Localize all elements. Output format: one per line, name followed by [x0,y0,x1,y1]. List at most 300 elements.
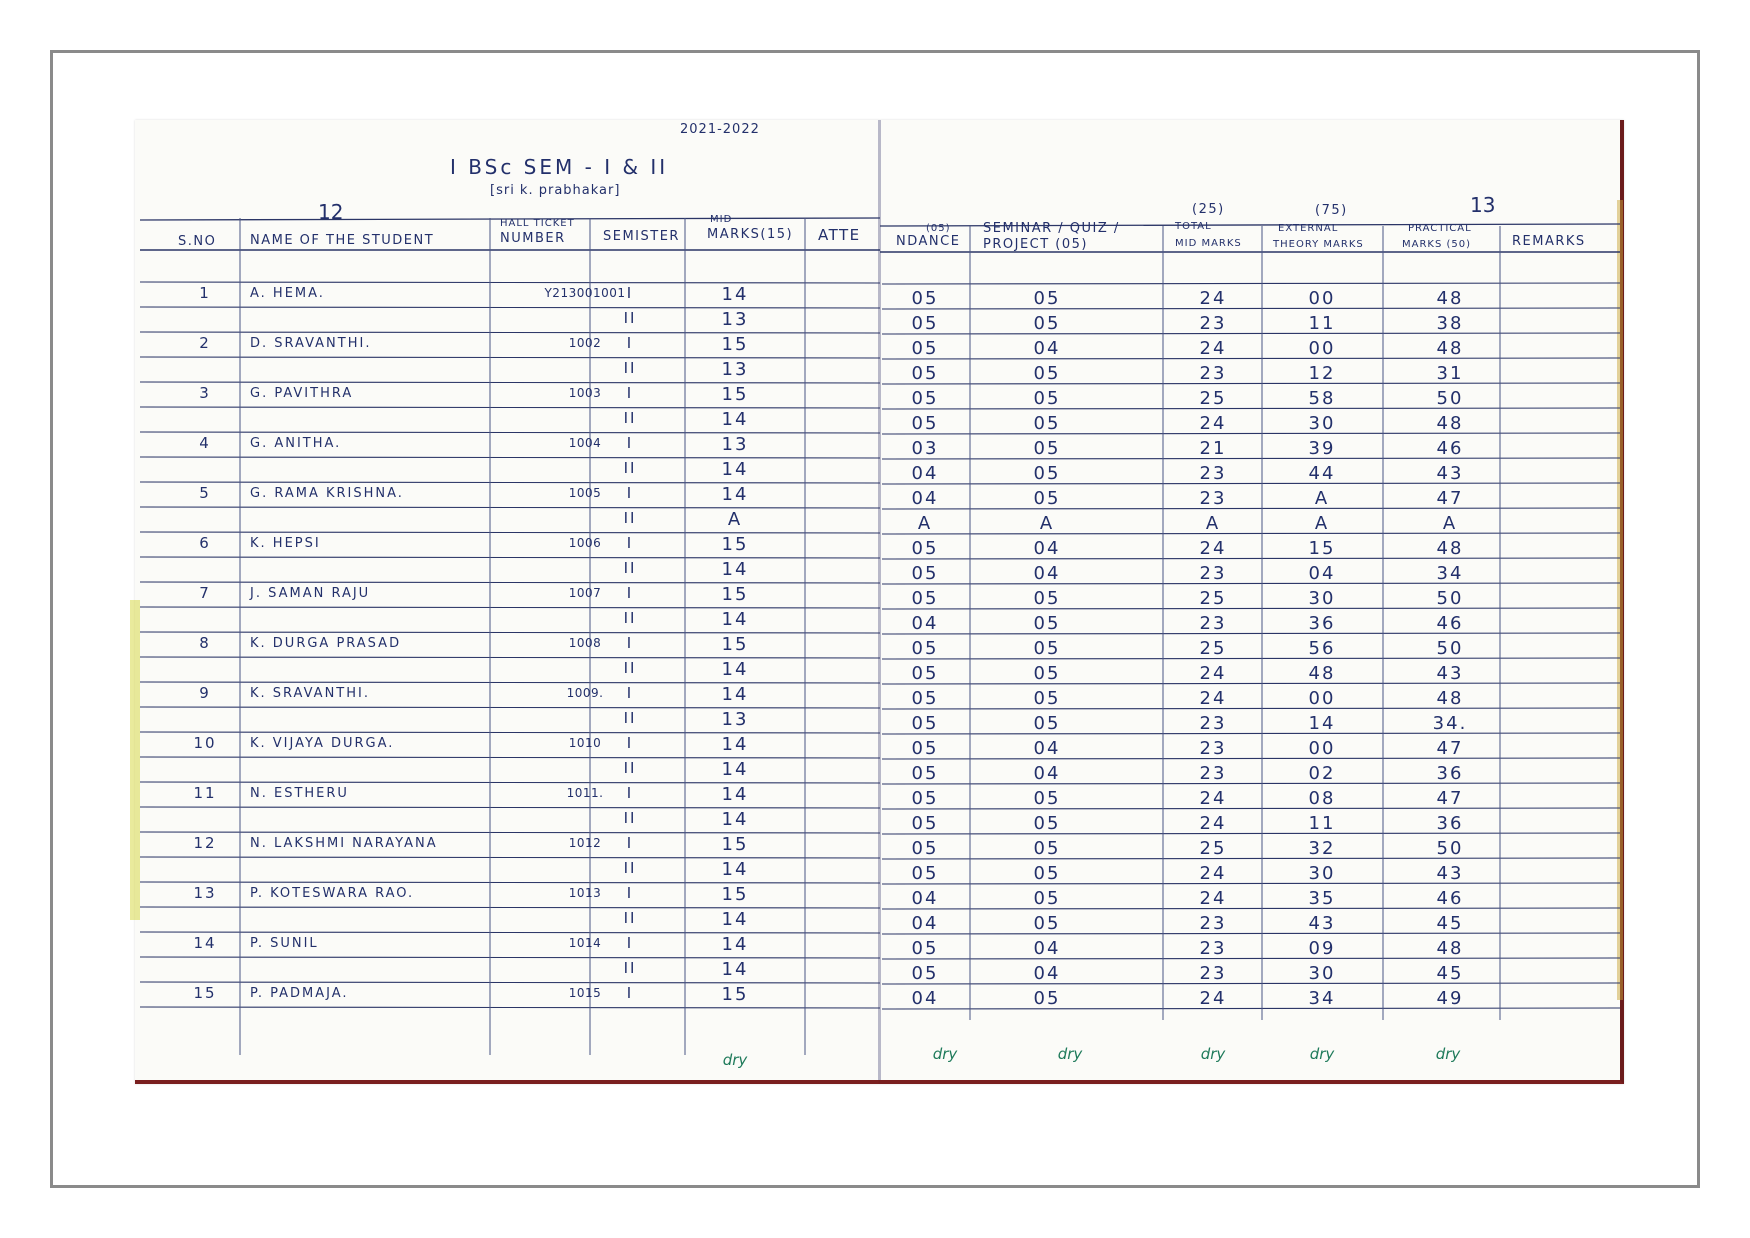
row-rule [140,1007,880,1008]
practical-marks-cell: 38 [1436,313,1464,334]
student-sno: 13 [193,884,217,902]
student-sno: 6 [199,534,211,552]
row-rule [140,382,880,383]
external-marks-cell: 08 [1308,788,1336,809]
student-sno: 7 [199,584,211,602]
total-mid-cell: 23 [1199,613,1227,634]
practical-marks-cell: 48 [1436,688,1464,709]
row-rule [882,358,1620,359]
header-external-max: (75) [1315,203,1348,218]
semester-cell: II [623,459,637,477]
row-rule [140,907,880,908]
row-rule [882,908,1620,909]
practical-marks-cell: 43 [1436,463,1464,484]
semester-cell: II [623,559,637,577]
student-sno: 9 [199,684,211,702]
row-rule [882,383,1620,384]
header-total-1: TOTAL [1175,221,1212,232]
total-mid-cell: 21 [1199,438,1227,459]
mid-marks-cell: 13 [721,309,749,330]
attendance-cell: 05 [911,688,939,709]
external-marks-cell: A [1314,513,1330,534]
student-name: G. PAVITHRA [250,386,354,401]
seminar-quiz-cell: 05 [1033,388,1061,409]
student-sno: 15 [193,984,217,1002]
total-mid-cell: 25 [1199,838,1227,859]
semester-cell: I [626,534,634,552]
row-rule [140,482,880,483]
attendance-cell: 04 [911,888,939,909]
attendance-cell: 04 [911,988,939,1009]
hall-ticket-number: 1004 [568,436,602,450]
row-rule [140,332,880,333]
attendance-cell: 05 [911,663,939,684]
external-marks-cell: 36 [1308,613,1336,634]
mid-marks-cell: 15 [721,984,749,1005]
total-mid-cell: 23 [1199,763,1227,784]
seminar-quiz-cell: 05 [1033,988,1061,1009]
practical-marks-cell: 49 [1436,988,1464,1009]
external-marks-cell: 32 [1308,838,1336,859]
seminar-quiz-cell: 05 [1033,463,1061,484]
signature-initial: dry [1200,1045,1226,1063]
header-name: NAME OF THE STUDENT [250,233,435,248]
attendance-cell: 05 [911,338,939,359]
signature-initial: dry [932,1045,958,1063]
seminar-quiz-cell: 04 [1033,763,1061,784]
total-mid-cell: 24 [1199,663,1227,684]
external-marks-cell: 14 [1308,713,1336,734]
semester-cell: I [626,434,634,452]
semester-cell: II [623,959,637,977]
hall-ticket-number: 1003 [568,386,602,400]
row-rule [140,882,880,883]
header-practical-2: MARKS (50) [1402,239,1472,250]
semester-cell: II [623,309,637,327]
header-hallticket-2: NUMBER [500,231,566,246]
row-rule [140,457,880,458]
student-name: K. DURGA PRASAD [250,636,402,651]
hall-ticket-number: 1009. [566,686,604,700]
row-rule [140,857,880,858]
external-marks-cell: 09 [1308,938,1336,959]
seminar-quiz-cell: 05 [1033,588,1061,609]
row-rule [140,557,880,558]
external-marks-cell: 11 [1308,813,1336,834]
row-rule [140,982,880,983]
row-rule [882,683,1620,684]
row-rule [882,633,1620,634]
student-name: G. RAMA KRISHNA. [250,486,404,501]
mid-marks-cell: 15 [721,334,749,355]
external-marks-cell: 35 [1308,888,1336,909]
semester-cell: I [626,384,634,402]
practical-marks-cell: 43 [1436,863,1464,884]
mid-marks-cell: 15 [721,834,749,855]
attendance-cell: 05 [911,713,939,734]
attendance-cell: 04 [911,913,939,934]
hall-ticket-number: 1013 [568,886,602,900]
student-sno: 2 [199,334,211,352]
external-marks-cell: 58 [1308,388,1336,409]
attendance-cell: 05 [911,563,939,584]
practical-marks-cell: 47 [1436,788,1464,809]
practical-marks-cell: 36 [1436,763,1464,784]
student-name: P. KOTESWARA RAO. [250,886,415,901]
semester-cell: II [623,809,637,827]
seminar-quiz-cell: 05 [1033,863,1061,884]
external-marks-cell: 00 [1308,738,1336,759]
mid-marks-cell: 14 [721,859,749,880]
header-attendance-right: NDANCE [896,234,961,249]
mid-marks-cell: 14 [721,659,749,680]
header-attendance-left: ATTE [818,226,861,244]
student-name: K. VIJAYA DURGA. [250,736,395,751]
signature-initial: dry [722,1051,748,1069]
external-marks-cell: 56 [1308,638,1336,659]
total-mid-cell: 24 [1199,538,1227,559]
semester-cell: I [626,634,634,652]
mid-marks-cell: 15 [721,584,749,605]
total-mid-cell: 24 [1199,413,1227,434]
seminar-quiz-cell: 05 [1033,438,1061,459]
header-practical-1: PRACTICAL [1408,223,1472,234]
total-mid-cell: 24 [1199,288,1227,309]
seminar-quiz-cell: 05 [1033,313,1061,334]
seminar-quiz-cell: 05 [1033,888,1061,909]
row-rule [882,333,1620,334]
semester-cell: I [626,584,634,602]
mid-marks-cell: 14 [721,609,749,630]
total-mid-cell: 25 [1199,588,1227,609]
seminar-quiz-cell: 05 [1033,713,1061,734]
row-rule [882,533,1620,534]
header-sno: S.NO [178,234,217,249]
student-name: N. ESTHERU [250,786,349,801]
hall-ticket-number: 1010 [568,736,602,750]
practical-marks-cell: 45 [1436,963,1464,984]
row-rule [140,432,880,433]
practical-marks-cell: 34. [1432,713,1468,734]
total-mid-cell: 23 [1199,313,1227,334]
total-mid-cell: 23 [1199,913,1227,934]
semester-cell: II [623,659,637,677]
semester-cell: I [626,984,634,1002]
seminar-quiz-cell: 04 [1033,538,1061,559]
student-sno: 11 [193,784,217,802]
total-mid-cell: 25 [1199,638,1227,659]
semester-cell: I [626,934,634,952]
practical-marks-cell: 50 [1436,388,1464,409]
row-rule [140,657,880,658]
row-rule [882,408,1620,409]
header-total-max: (25) [1192,202,1225,217]
attendance-cell: 05 [911,313,939,334]
total-mid-cell: 23 [1199,963,1227,984]
signature-initial: dry [1309,1045,1335,1063]
external-marks-cell: 30 [1308,863,1336,884]
signature-initial: dry [1435,1045,1461,1063]
header-mid-1: MID [710,214,733,225]
external-marks-cell: 30 [1308,963,1336,984]
external-marks-cell: 04 [1308,563,1336,584]
mid-marks-cell: 14 [721,934,749,955]
attendance-cell: 05 [911,863,939,884]
attendance-cell: 05 [911,363,939,384]
hall-ticket-number: 1006 [568,536,602,550]
practical-marks-cell: 50 [1436,638,1464,659]
external-marks-cell: 11 [1308,313,1336,334]
external-marks-cell: 48 [1308,663,1336,684]
practical-marks-cell: 46 [1436,438,1464,459]
total-mid-cell: 24 [1199,888,1227,909]
attendance-cell: 05 [911,413,939,434]
mid-marks-cell: 14 [721,684,749,705]
seminar-quiz-cell: 04 [1033,338,1061,359]
total-mid-cell: 23 [1199,488,1227,509]
row-rule [882,658,1620,659]
row-rule [140,582,880,583]
row-rule [882,583,1620,584]
row-rule [140,757,880,758]
row-rule [882,733,1620,734]
practical-marks-cell: 47 [1436,738,1464,759]
attendance-cell: 05 [911,813,939,834]
mid-marks-cell: 14 [721,409,749,430]
total-mid-cell: 24 [1199,338,1227,359]
hall-ticket-number: 1015 [568,986,602,1000]
mid-marks-cell: 13 [721,359,749,380]
total-mid-cell: 23 [1199,463,1227,484]
semester-cell: I [626,784,634,802]
attendance-cell: 03 [911,438,939,459]
semester-cell: II [623,909,637,927]
header-seminar-1: SEMINAR / QUIZ / [983,221,1120,236]
row-rule [882,833,1620,834]
external-marks-cell: 43 [1308,913,1336,934]
header-mid-2: MARKS(15) [707,227,794,242]
row-rule [882,983,1620,984]
practical-marks-cell: A [1442,513,1458,534]
mid-marks-cell: 14 [721,784,749,805]
practical-marks-cell: 48 [1436,413,1464,434]
external-marks-cell: 12 [1308,363,1336,384]
mid-marks-cell: 15 [721,634,749,655]
student-name: G. ANITHA. [250,436,342,451]
mid-marks-cell: 15 [721,534,749,555]
attendance-cell: 05 [911,538,939,559]
row-rule [882,758,1620,759]
row-rule [140,682,880,683]
attendance-cell: 05 [911,938,939,959]
student-name: N. LAKSHMI NARAYANA [250,836,438,851]
total-mid-cell: 24 [1199,788,1227,809]
practical-marks-cell: 47 [1436,488,1464,509]
mid-marks-cell: 14 [721,459,749,480]
practical-marks-cell: 45 [1436,913,1464,934]
practical-marks-cell: 48 [1436,538,1464,559]
student-sno: 1 [199,284,211,302]
practical-marks-cell: 46 [1436,888,1464,909]
seminar-quiz-cell: 05 [1033,363,1061,384]
row-rule [140,707,880,708]
attendance-cell: 05 [911,763,939,784]
student-sno: 8 [199,634,211,652]
mid-marks-cell: 14 [721,559,749,580]
row-rule [882,858,1620,859]
page-number-left: 12 [318,200,344,224]
student-name: P. PADMAJA. [250,986,349,1001]
mid-marks-cell: 13 [721,434,749,455]
row-rule [882,458,1620,459]
academic-year: 2021-2022 [680,122,760,137]
seminar-quiz-cell: 05 [1033,688,1061,709]
attendance-cell: 05 [911,838,939,859]
semester-cell: I [626,334,634,352]
mid-marks-cell: 14 [721,809,749,830]
total-mid-cell: 23 [1199,713,1227,734]
student-sno: 4 [199,434,211,452]
header-remarks: REMARKS [1512,234,1586,249]
hall-ticket-number: 1005 [568,486,602,500]
hall-ticket-number: 1002 [568,336,602,350]
student-sno: 3 [199,384,211,402]
student-sno: 12 [193,834,217,852]
attendance-cell: 05 [911,788,939,809]
total-mid-cell: 25 [1199,388,1227,409]
seminar-quiz-cell: 05 [1033,788,1061,809]
external-marks-cell: 15 [1308,538,1336,559]
mid-marks-cell: 14 [721,759,749,780]
seminar-quiz-cell: 05 [1033,488,1061,509]
semester-cell: I [626,684,634,702]
mid-marks-cell: 13 [721,709,749,730]
practical-marks-cell: 50 [1436,838,1464,859]
hall-ticket-number: 1008 [568,636,602,650]
total-mid-cell: A [1205,513,1221,534]
row-rule [140,282,880,283]
total-mid-cell: 24 [1199,988,1227,1009]
practical-marks-cell: 50 [1436,588,1464,609]
attendance-cell: 04 [911,488,939,509]
seminar-quiz-cell: 04 [1033,963,1061,984]
row-rule [140,607,880,608]
student-sno: 10 [193,734,217,752]
external-marks-cell: 30 [1308,588,1336,609]
seminar-quiz-cell: 05 [1033,288,1061,309]
practical-marks-cell: 36 [1436,813,1464,834]
header-total-2: MID MARKS [1175,238,1242,249]
attendance-cell: 05 [911,738,939,759]
attendance-cell: 05 [911,638,939,659]
seminar-quiz-cell: 04 [1033,563,1061,584]
row-rule [882,608,1620,609]
header-external-1: EXTERNAL [1278,223,1339,234]
header-external-2: THEORY MARKS [1273,239,1364,250]
external-marks-cell: 00 [1308,688,1336,709]
row-rule [882,433,1620,434]
row-rule [882,283,1620,284]
external-marks-cell: A [1314,488,1330,509]
seminar-quiz-cell: A [1039,513,1055,534]
external-marks-cell: 34 [1308,988,1336,1009]
practical-marks-cell: 48 [1436,338,1464,359]
total-mid-cell: 24 [1199,813,1227,834]
semester-cell: II [623,709,637,727]
practical-marks-cell: 48 [1436,938,1464,959]
semester-cell: II [623,759,637,777]
external-marks-cell: 02 [1308,763,1336,784]
header-attendance-max: (05) [926,223,951,234]
external-marks-cell: 00 [1308,338,1336,359]
signature-initial: dry [1057,1045,1083,1063]
external-marks-cell: 00 [1308,288,1336,309]
row-rule [140,532,880,533]
practical-marks-cell: 31 [1436,363,1464,384]
hall-ticket-number: 1014 [568,936,602,950]
semester-cell: I [626,284,634,302]
page-number-right: 13 [1470,193,1496,217]
student-name: A. HEMA. [250,286,325,301]
row-rule [882,883,1620,884]
header-hallticket-1: HALL TICKET [500,218,575,229]
seminar-quiz-cell: 05 [1033,613,1061,634]
external-marks-cell: 30 [1308,413,1336,434]
row-rule [140,357,880,358]
semester-cell: I [626,734,634,752]
practical-marks-cell: 46 [1436,613,1464,634]
mid-marks-cell: 14 [721,909,749,930]
student-name: P. SUNIL [250,936,319,951]
external-marks-cell: 44 [1308,463,1336,484]
seminar-quiz-cell: 04 [1033,938,1061,959]
mid-marks-cell: 14 [721,959,749,980]
seminar-quiz-cell: 05 [1033,638,1061,659]
student-sno: 5 [199,484,211,502]
practical-marks-cell: 34 [1436,563,1464,584]
row-rule [882,508,1620,509]
attendance-cell: 05 [911,388,939,409]
total-mid-cell: 23 [1199,938,1227,959]
semester-cell: II [623,859,637,877]
student-sno: 14 [193,934,217,952]
seminar-quiz-cell: 05 [1033,413,1061,434]
row-rule [140,307,880,308]
attendance-cell: A [917,513,933,534]
row-rule [882,783,1620,784]
semester-cell: II [623,409,637,427]
row-rule [140,507,880,508]
semester-cell: II [623,509,637,527]
row-rule [140,407,880,408]
header-semester: SEMISTER [603,229,680,244]
row-rule [882,808,1620,809]
hall-ticket-number: Y213001001 [544,286,626,300]
mid-marks-cell: 14 [721,734,749,755]
row-rule [882,708,1620,709]
row-rule [882,1008,1620,1009]
student-name: K. HEPSI [250,536,321,551]
attendance-cell: 05 [911,288,939,309]
mid-marks-cell: 14 [721,484,749,505]
row-rule [140,932,880,933]
total-mid-cell: 23 [1199,563,1227,584]
semester-cell: I [626,484,634,502]
semester-cell: I [626,834,634,852]
row-rule [140,732,880,733]
seminar-quiz-cell: 05 [1033,838,1061,859]
row-rule [140,782,880,783]
